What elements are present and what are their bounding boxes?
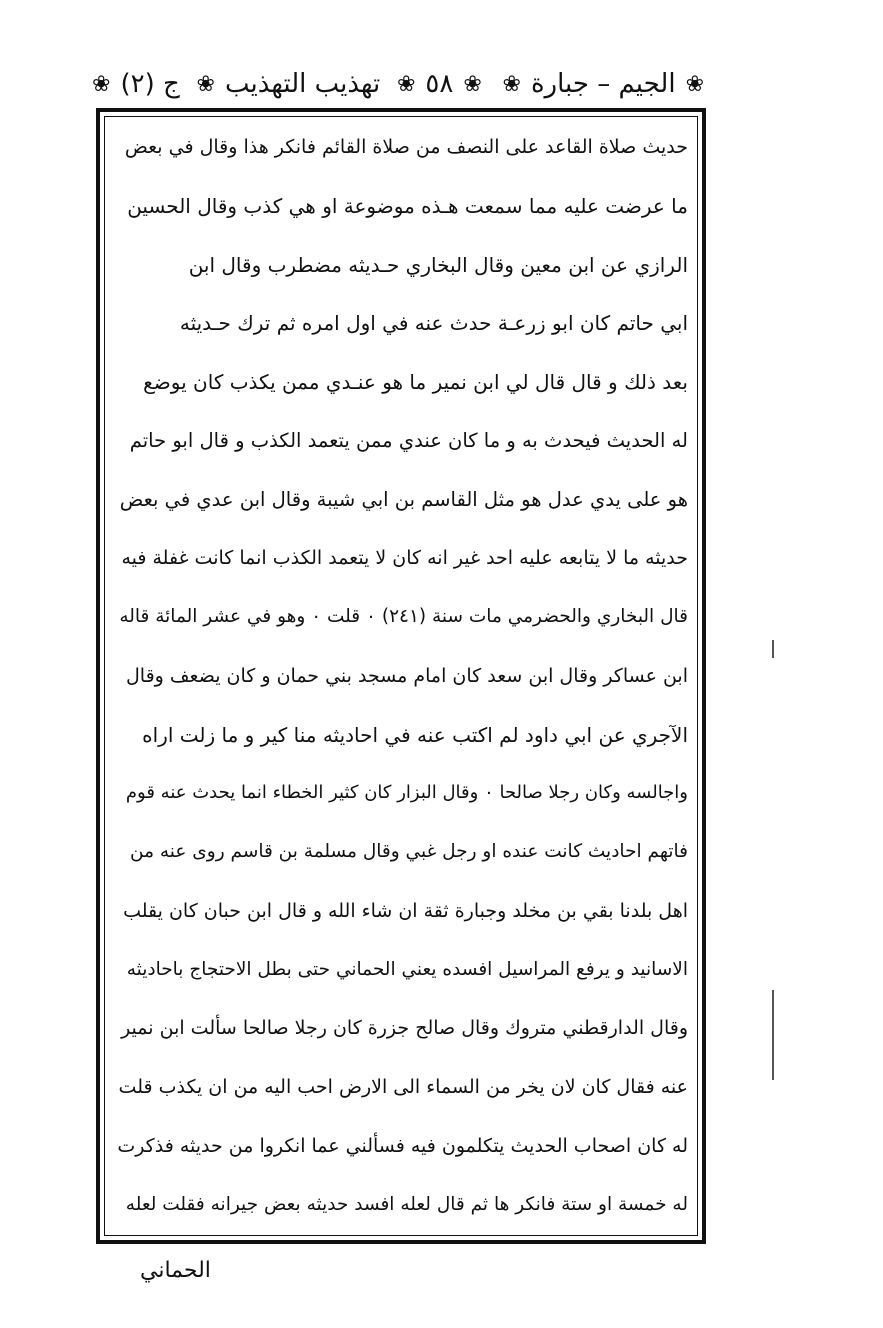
text-line: ما عرضت عليه مما سمعت هـذه موضوعة او هي كذب وقال الحسين [127, 193, 688, 218]
main-text-block [116, 122, 688, 1230]
text-line: قال البخاري والحضرمي مات سنة (٢٤١) ٠ قلت ٠ وهو في عشر المائة قاله [119, 606, 688, 628]
text-line: ابي حاتم كان ابو زرعـة حدث عنه في اول امره ثم ترك حـديثه [179, 311, 688, 336]
header-page-segment [393, 69, 486, 99]
text-line: هو على يدي عدل هو مثل القاسم بن ابي شيبة وقال ابن عدي في بعض [119, 487, 688, 511]
header-title-segment [193, 69, 381, 99]
text-line: الرازي عن ابن معين وقال البخاري حـديثه مضطرب وقال ابن [188, 252, 688, 277]
header-volume-segment [88, 69, 180, 99]
ornament-icon: ❀ [502, 71, 521, 97]
text-line: بعد ذلك و قال قال لي ابن نمير ما هو عنـدي ممن يكذب كان يوضع [143, 370, 688, 395]
volume-label: ج (٢) [120, 69, 180, 99]
text-line: اهل بلدنا بقي بن مخلد وجبارة ثقة ان شاء الله و قال ابن حبان كان يقلب [123, 899, 688, 922]
text-line: وقال الدارقطني متروك وقال صالح جزرة كان رجلا صالحا سألت ابن نمير [121, 1017, 688, 1040]
text-line: فاتهم احاديث كانت عنده او رجل غبي وقال مسلمة بن قاسم روى عنه من [129, 841, 688, 863]
text-line: له خمسة او ستة فانكر ها ثم قال لعله افسد حديثه بعض جيرانه فقلت لعله [125, 1193, 688, 1215]
text-line: له الحديث فيحدث به و ما كان عندي ممن يتعمد الكذب و قال ابو حاتم [129, 428, 688, 452]
ornament-icon: ❀ [92, 71, 111, 97]
text-line: الاسانيد و يرفع المراسيل افسده يعني الحماني حتى بطل الاحتجاج باحاديثه [126, 958, 688, 980]
text-line: عنه فقال كان لان يخر من السماء الى الارض احب اليه من ان يكذب قلت [118, 1076, 688, 1099]
ornament-icon: ❀ [196, 71, 215, 97]
text-line: واجالسه وكان رجلا صالحا ٠ وقال البزار كان كثير الخطاء انما يحدث عنه قوم [125, 782, 688, 804]
margin-mark [772, 640, 774, 658]
text-line: حديث صلاة القاعد على النصف من صلاة القائم فانكر هذا وقال في بعض [124, 136, 688, 158]
text-line: حديثه ما لا يتابعه عليه احد غير انه كان لا يتعمد الكذب انما كانت غفلة فيه [121, 547, 688, 570]
section-title: الجيم – جبارة [530, 69, 676, 99]
page-number: ٥٨ [425, 69, 454, 99]
header-section-segment [499, 69, 709, 99]
text-line: ابن عساكر وقال ابن سعد كان امام مسجد بني حمان و كان يضعف وقال [126, 664, 688, 687]
catchword: الحماني [140, 1258, 211, 1283]
running-header [88, 60, 708, 108]
ornament-icon: ❀ [463, 71, 482, 97]
ornament-icon: ❀ [396, 71, 416, 97]
ornament-icon: ❀ [685, 71, 704, 97]
text-line: له كان اصحاب الحديث يتكلمون فيه فسألني عما انكروا من حديثه فذكرت [117, 1135, 688, 1158]
margin-mark [772, 990, 774, 1080]
text-line: الآجري عن ابي داود لم اكتب عنه في احاديثه منا كير و ما زلت اراه [142, 722, 688, 747]
book-title: تهذيب التهذيب [224, 69, 381, 99]
